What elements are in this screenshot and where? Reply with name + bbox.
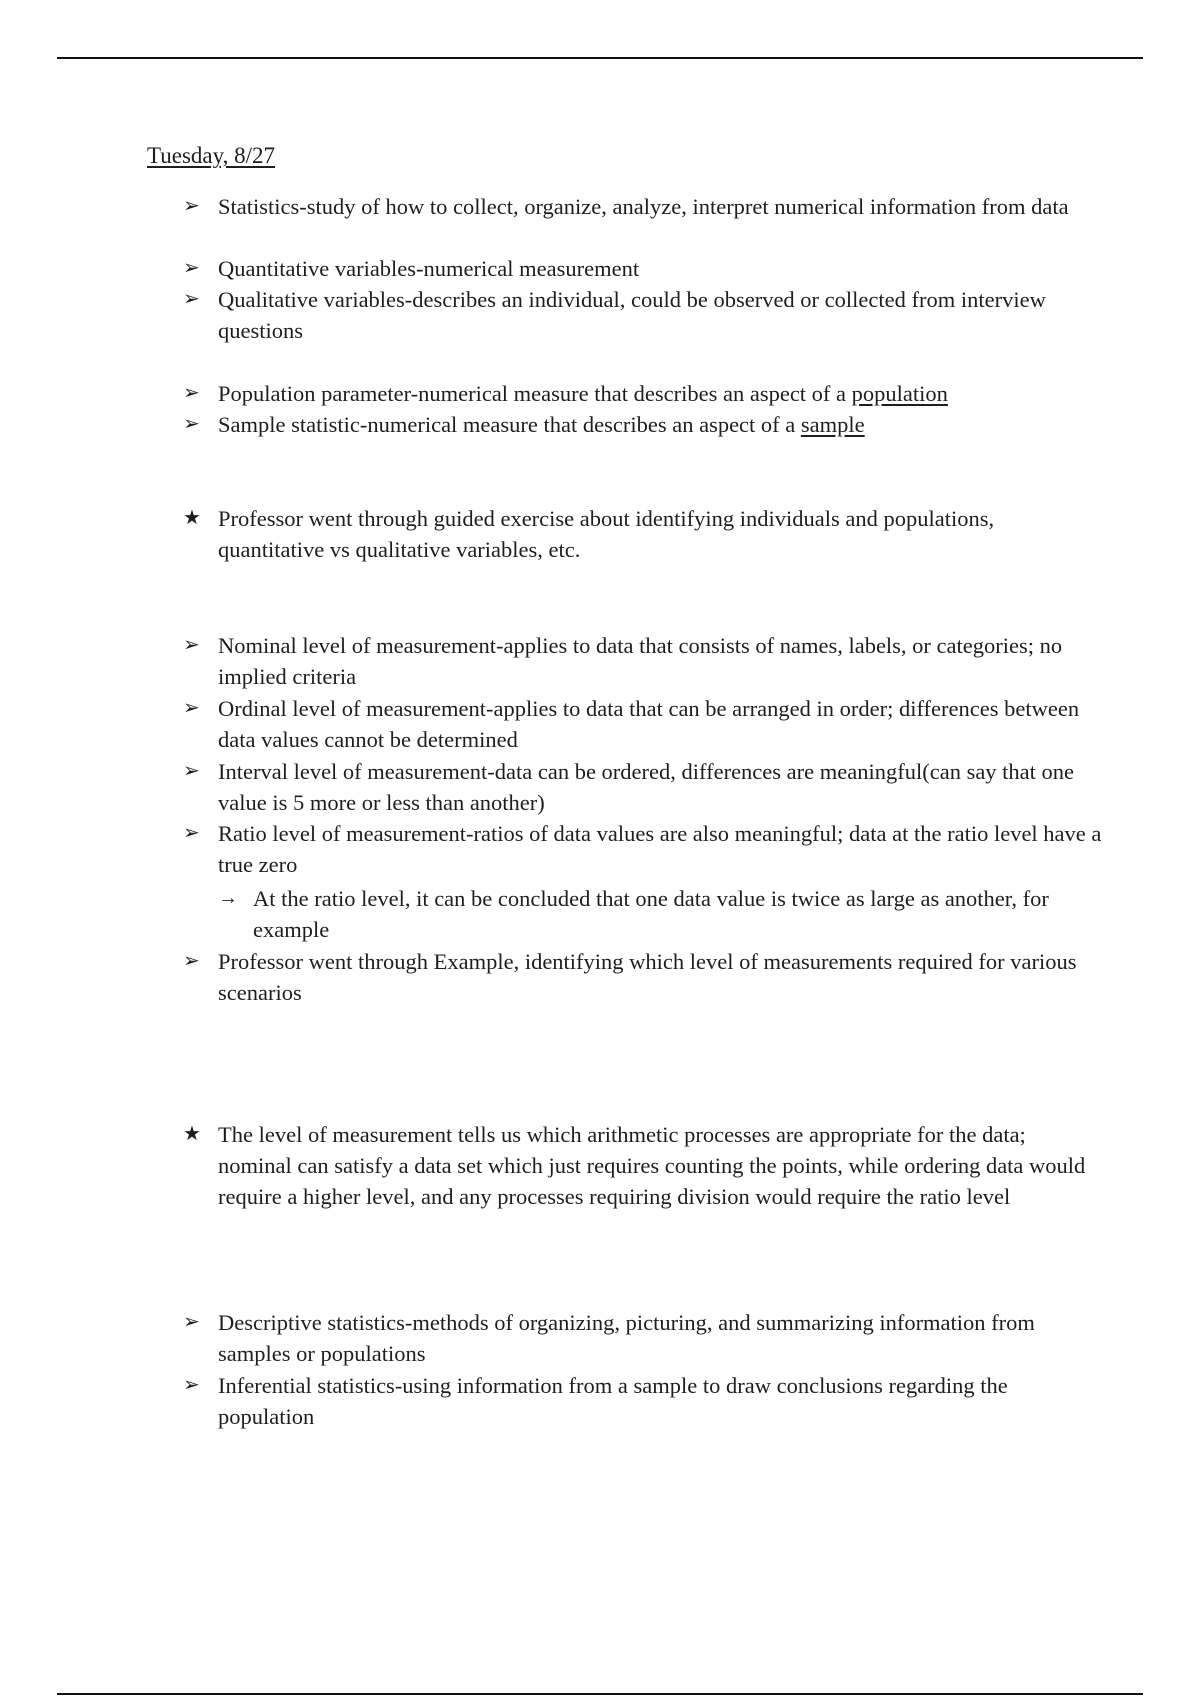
note-statistics — [183, 191, 1103, 222]
note-text-before: Population parameter-numerical measure that describes an aspect of a — [218, 381, 852, 406]
note-text: Inferential statistics-using information from a sample to draw conclusions regarding the population — [218, 1373, 1008, 1429]
arrow-bullet-icon: ➢ — [183, 257, 200, 279]
right-arrow-icon: → — [218, 887, 238, 909]
note-quantitative — [183, 253, 1103, 284]
note-interval — [183, 756, 1103, 818]
note-text — [218, 378, 1103, 409]
underlined-term: sample — [800, 412, 865, 437]
note-text: Interval level of measurement-data can be ordered, differences are meaningful(can say that one value is 5 more or less than another) — [218, 759, 1075, 815]
note-text: The level of measurement tells us which arithmetic processes are appropriate for the data; nominal can satisfy a data set which just requires counting the points, while ordering data would require a higher level, and any processes requiring division would require the ratio level — [218, 1122, 1086, 1209]
subnote-ratio-example — [218, 883, 1103, 945]
note-text: Descriptive statistics-methods of organizing, picturing, and summarizing information from samples or populations — [218, 1310, 1035, 1366]
note-text: Nominal level of measurement-applies to data that consists of names, labels, or categories; no implied criteria — [218, 633, 1063, 689]
underlined-term: population — [851, 381, 948, 406]
note-descriptive — [183, 1307, 1103, 1369]
arrow-bullet-icon: ➢ — [183, 382, 200, 404]
note-text: Professor went through guided exercise about identifying individuals and populations, quantitative vs qualitative variables, etc. — [218, 506, 995, 562]
note-ordinal — [183, 693, 1103, 755]
note-ratio — [183, 818, 1103, 880]
note-text: Statistics-study of how to collect, organize, analyze, interpret numerical information from data — [218, 194, 1069, 219]
arrow-bullet-icon: ➢ — [183, 760, 200, 782]
arrow-bullet-icon: ➢ — [183, 288, 200, 310]
note-text: At the ratio level, it can be concluded that one data value is twice as large as another, for example — [253, 886, 1049, 942]
arrow-bullet-icon: ➢ — [183, 195, 200, 217]
note-guided-exercise — [183, 503, 1103, 565]
note-text: Qualitative variables-describes an individual, could be observed or collected from interview questions — [218, 287, 1046, 343]
note-qualitative — [183, 284, 1103, 346]
arrow-bullet-icon: ➢ — [183, 950, 200, 972]
arrow-bullet-icon: ➢ — [183, 1374, 200, 1396]
note-example-levels — [183, 946, 1103, 1008]
note-sample-statistic — [183, 409, 1103, 440]
arrow-bullet-icon: ➢ — [183, 1311, 200, 1333]
note-inferential — [183, 1370, 1103, 1432]
page-date: Tuesday, 8/27 — [147, 143, 276, 168]
star-bullet-icon: ★ — [183, 507, 201, 529]
note-level-of-measurement — [183, 1119, 1103, 1212]
star-bullet-icon: ★ — [183, 1123, 201, 1145]
note-text — [218, 409, 1103, 440]
bottom-rule — [57, 1693, 1143, 1695]
note-text: Ordinal level of measurement-applies to data that can be arranged in order; differences between data values cannot be determined — [218, 696, 1080, 752]
arrow-bullet-icon: ➢ — [183, 822, 200, 844]
note-text: Quantitative variables-numerical measurement — [218, 256, 640, 281]
top-rule — [57, 57, 1143, 59]
arrow-bullet-icon: ➢ — [183, 697, 200, 719]
note-text-before: Sample statistic-numerical measure that describes an aspect of a — [218, 412, 801, 437]
note-population-parameter — [183, 378, 1103, 409]
note-nominal — [183, 630, 1103, 692]
note-text: Professor went through Example, identifying which level of measurements required for various scenarios — [218, 949, 1077, 1005]
arrow-bullet-icon: ➢ — [183, 634, 200, 656]
arrow-bullet-icon: ➢ — [183, 413, 200, 435]
note-text: Ratio level of measurement-ratios of data values are also meaningful; data at the ratio level have a true zero — [218, 821, 1102, 877]
